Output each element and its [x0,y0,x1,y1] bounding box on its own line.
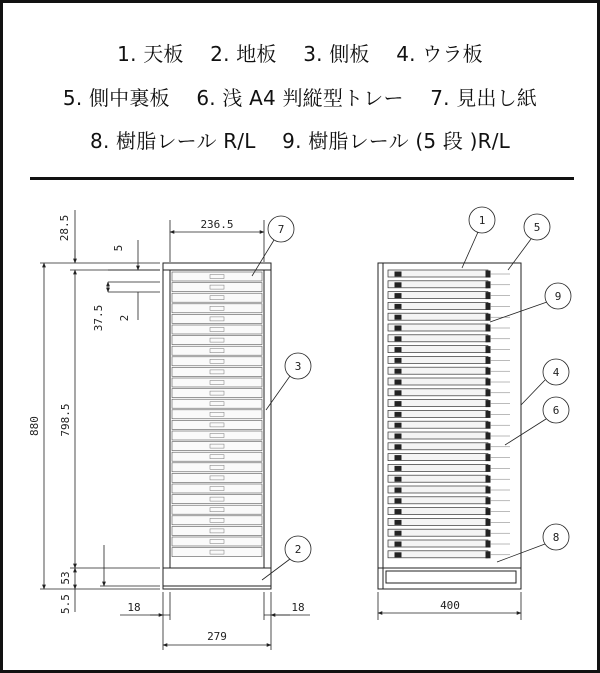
dim-total-height: 880 [28,416,41,436]
side-tray [388,270,488,277]
front-tray [172,484,262,493]
callout-resin-rail-5: 9 [554,290,562,303]
dim-side-left: 18 [127,601,141,614]
side-tray-handle [395,499,401,503]
callout-resin-rail: 8 [552,531,560,544]
legend-item-resin-rail: 8. 樹脂レール R/L [90,129,256,153]
side-tray-stack [388,270,510,558]
callout-bottom-board: 2 [294,543,302,556]
side-rail-stop [486,347,490,353]
side-tray [388,508,488,515]
legend-item-resin-rail-5: 9. 樹脂レール (5 段 )R/L [282,129,510,153]
legend-item-top-board: 1. 天板 [117,42,184,66]
side-rail-stop [486,476,490,482]
side-tray-handle [395,488,401,492]
side-view [378,263,521,589]
side-tray [388,540,488,547]
side-tray-handle [395,315,401,319]
side-tray [388,475,488,482]
legend-item-inner-back-board: 5. 側中裏板 [62,86,170,110]
side-tray-handle [395,520,401,524]
side-tray [388,313,488,320]
dim-inner-width: 236.5 [200,218,234,231]
side-rail-stop [486,487,490,493]
dim-depth: 400 [440,599,460,612]
front-tray [172,537,262,546]
dim-tray-gap: 2 [118,314,131,322]
front-tray [172,420,262,429]
side-tray [388,410,488,417]
side-tray [388,421,488,428]
side-tray-handle [395,337,401,341]
front-tray [172,410,262,419]
side-rail-stop [486,530,490,536]
front-tray [172,463,262,472]
dim-top-gap: 28.5 [58,214,71,242]
front-tray [172,399,262,408]
callout-label-paper: 7 [277,223,285,236]
callout-tray: 6 [552,404,560,417]
side-tray-handle [395,294,401,298]
side-tray-handle [395,369,401,373]
front-callout-lines [252,216,311,580]
side-tray [388,518,488,525]
front-tray [172,442,262,451]
side-tray-handle [395,402,401,406]
side-rail-stop [486,282,490,288]
side-rail-stop [486,433,490,439]
side-tray-handle [395,380,401,384]
side-rail-stop [486,390,490,396]
front-tray [172,336,262,345]
side-tray [388,346,488,353]
front-tray [172,293,262,302]
front-tray [172,346,262,355]
side-tray [388,432,488,439]
side-tray-handle [395,434,401,438]
side-tray-handle [395,272,401,276]
side-rail-stop [486,357,490,363]
side-tray [388,389,488,396]
side-tray-handle [395,531,401,535]
callout-side-board: 3 [294,360,302,373]
side-rail-stop [486,314,490,320]
front-tray [172,431,262,440]
side-tray [388,281,488,288]
side-tray-handle [395,456,401,460]
side-rail-stop [486,552,490,558]
front-tray [172,325,262,334]
side-rail-stop [486,336,490,342]
dim-foot: 5.5 [59,594,72,614]
side-tray [388,443,488,450]
side-tray [388,551,488,558]
side-tray-handle [395,391,401,395]
side-tray-handle [395,326,401,330]
side-tray [388,497,488,504]
dim-side-right: 18 [291,601,305,614]
side-rail-stop [486,368,490,374]
side-tray-handle [395,423,401,427]
side-rail-stop [486,498,490,504]
dim-first-tray: 37.5 [92,304,105,332]
side-rail-stop [486,411,490,417]
side-tray-handle [395,445,401,449]
front-tray [172,505,262,514]
side-tray-handle [395,510,401,514]
callout-inner-back-board: 5 [533,221,541,234]
dim-rail-gap: 5 [112,244,125,252]
side-rail-stop [486,325,490,331]
front-tray [172,526,262,535]
side-tray-handle [395,348,401,352]
side-tray [388,378,488,385]
side-rail-stop [486,444,490,450]
front-tray [172,272,262,281]
front-tray [172,314,262,323]
side-tray-handle [395,466,401,470]
legend-item-side-board: 3. 側板 [303,42,370,66]
front-tray [172,283,262,292]
front-tray [172,548,262,557]
side-base-plinth [386,571,516,583]
side-rail-stop [486,455,490,461]
legend-item-label-paper: 7. 見出し紙 [430,86,538,110]
side-tray-handle [395,304,401,308]
dim-total-width: 279 [207,630,227,643]
front-tray-stack [172,272,262,557]
front-tray [172,452,262,461]
side-rail-stop [486,422,490,428]
side-rail-stop [486,303,490,309]
side-tray-handle [395,477,401,481]
side-rail-stop [486,465,490,471]
front-view [163,263,271,589]
side-tray [388,367,488,374]
front-tray [172,495,262,504]
side-tray-handle [395,553,401,557]
side-tray-handle [395,412,401,416]
front-tray [172,378,262,387]
side-tray [388,400,488,407]
side-rail-stop [486,271,490,277]
dim-base-height: 53 [59,571,72,585]
side-tray [388,486,488,493]
side-tray [388,356,488,363]
side-rail-stop [486,293,490,299]
side-tray-handle [395,358,401,362]
side-tray [388,529,488,536]
side-tray [388,302,488,309]
callout-back-board: 4 [552,366,560,379]
legend-item-back-board: 4. ウラ板 [396,42,483,66]
side-tray-handle [395,283,401,287]
dim-inner-height: 798.5 [59,403,72,437]
legend-item-bottom-board: 2. 地板 [210,42,277,66]
side-tray [388,454,488,461]
callout-top-board: 1 [478,214,486,227]
side-rail-stop [486,541,490,547]
side-tray [388,464,488,471]
front-tray [172,367,262,376]
front-tray [172,516,262,525]
side-tray [388,292,488,299]
side-tray [388,335,488,342]
legend-item-tray: 6. 浅 A4 判縦型トレー [196,86,404,110]
front-tray [172,357,262,366]
front-tray [172,473,262,482]
front-tray [172,389,262,398]
side-rail-stop [486,509,490,515]
side-tray-handle [395,542,401,546]
side-rail-stop [486,379,490,385]
front-tray [172,304,262,313]
side-rail-stop [486,519,490,525]
side-rail-stop [486,401,490,407]
side-tray [388,324,488,331]
